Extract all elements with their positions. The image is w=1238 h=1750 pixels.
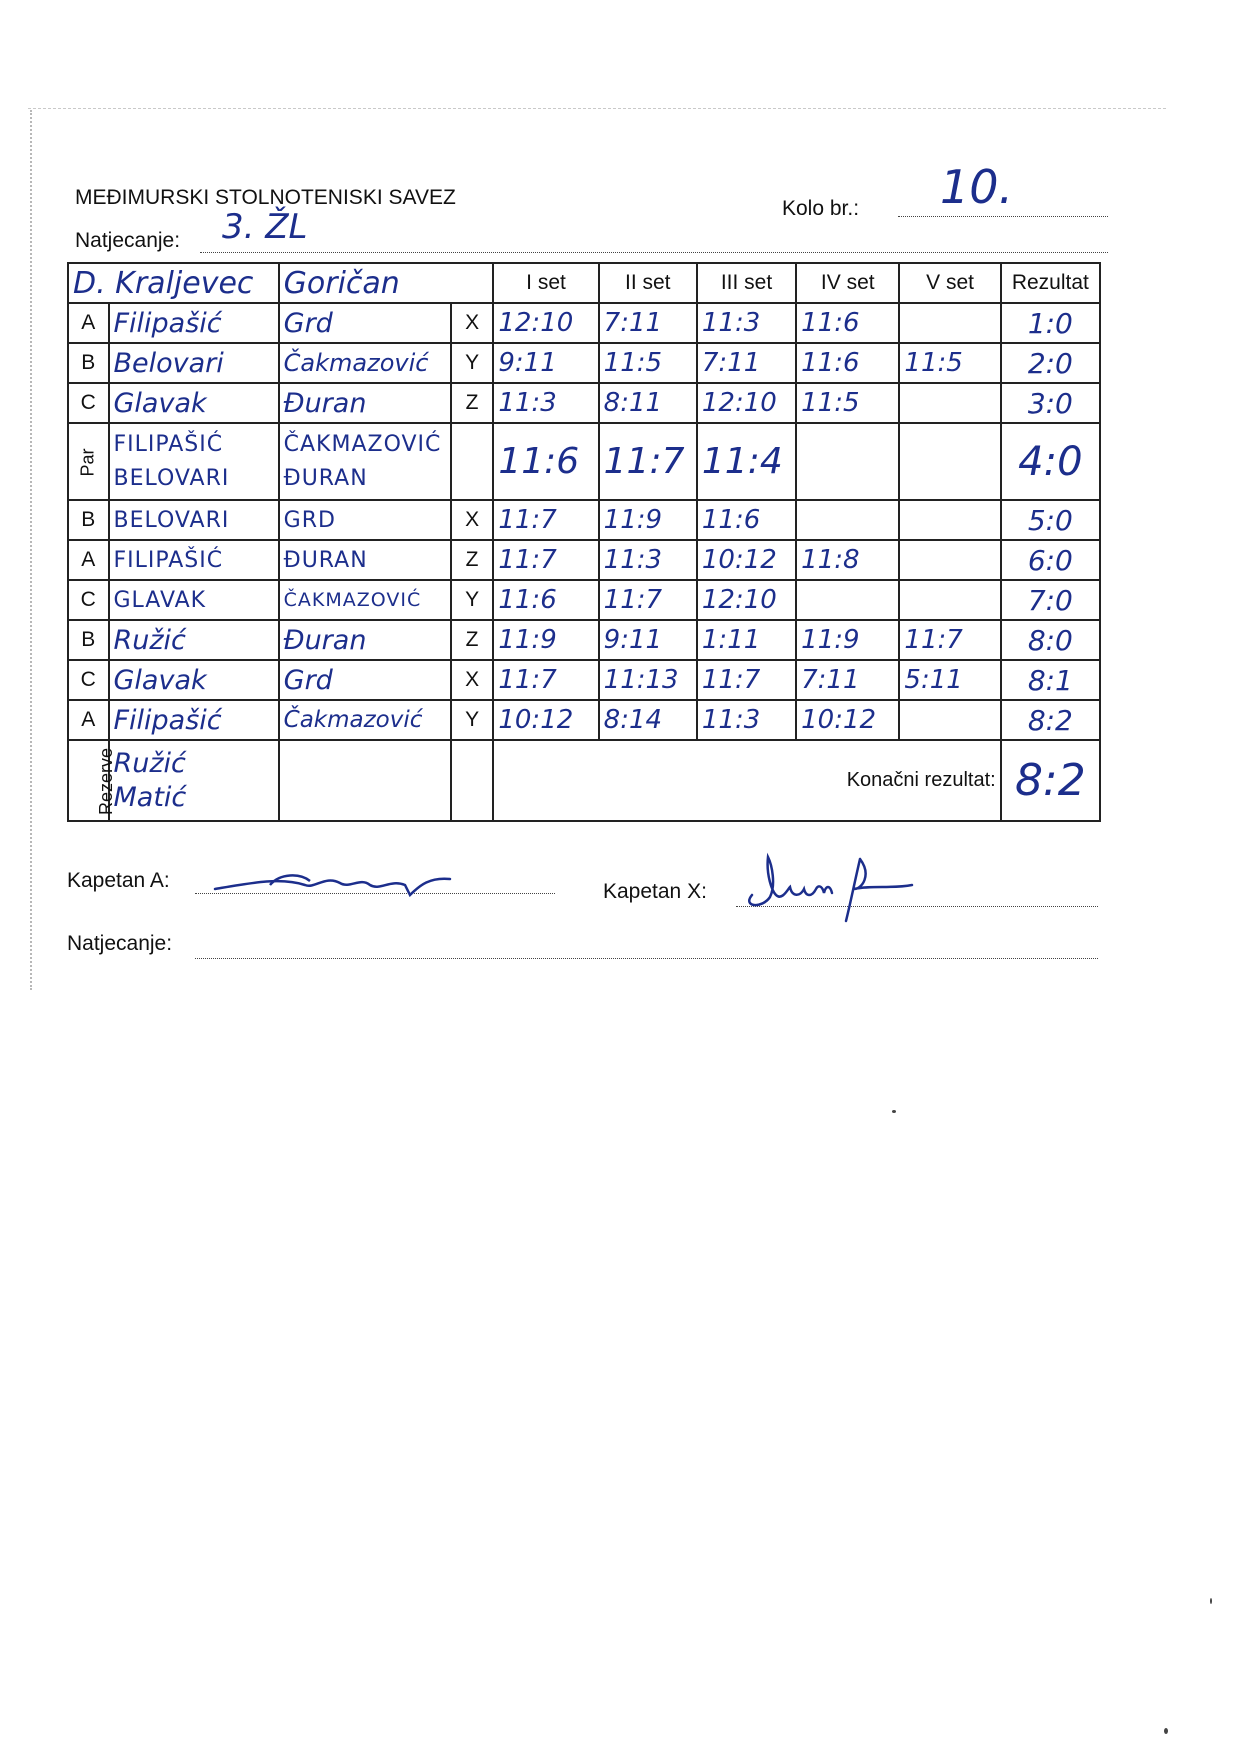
scan-speck xyxy=(892,1110,896,1113)
set-header-5: V set xyxy=(899,263,1000,303)
table-row xyxy=(68,660,1100,700)
away-player: Čakmazović xyxy=(279,343,451,383)
set-score-3: 1:11 xyxy=(697,620,796,660)
reserves-away-cell xyxy=(279,740,451,821)
table-row xyxy=(68,620,1100,660)
set-score-2: 11:3 xyxy=(599,540,697,580)
set-score-4: 10:12 xyxy=(796,700,899,740)
captain-x-signature xyxy=(742,845,932,925)
set-score-3: 11:3 xyxy=(697,303,796,343)
table-row xyxy=(68,343,1100,383)
table-row xyxy=(68,303,1100,343)
scan-speck xyxy=(1210,1598,1212,1604)
set-score-5 xyxy=(899,580,1000,620)
round-line xyxy=(898,216,1108,217)
set-score-5 xyxy=(899,700,1000,740)
reserve-player-2: Matić xyxy=(113,781,187,813)
set-score-4: 11:6 xyxy=(796,343,899,383)
home-pair-player-1: FILIPAŠIĆ xyxy=(113,431,224,457)
away-player: ČAKMAZOVIĆ xyxy=(279,580,451,620)
set-score-5 xyxy=(899,423,1000,500)
set-header-1: I set xyxy=(493,263,598,303)
set-score-1: 11:9 xyxy=(493,620,598,660)
set-score-1: 9:11 xyxy=(493,343,598,383)
federation-title: MEĐIMURSKI STOLNOTENISKI SAVEZ xyxy=(75,186,456,209)
reserves-label: Rezerve xyxy=(96,747,117,815)
opponent-letter: Z xyxy=(451,620,494,660)
home-player: Filipašić xyxy=(109,303,279,343)
home-player: Filipašić xyxy=(109,700,279,740)
competition-value: 3. ŽL xyxy=(222,207,308,247)
running-result: 6:0 xyxy=(1001,540,1100,580)
set-score-2: 7:11 xyxy=(599,303,697,343)
set-score-4: 7:11 xyxy=(796,660,899,700)
set-score-1: 11:6 xyxy=(493,580,598,620)
set-score-1: 11:7 xyxy=(493,500,598,540)
set-header-2: II set xyxy=(599,263,697,303)
pair-label-cell xyxy=(68,423,109,500)
set-score-4 xyxy=(796,500,899,540)
set-score-3: 11:3 xyxy=(697,700,796,740)
captain-x-label: Kapetan X: xyxy=(603,880,707,903)
reserves-label-cell xyxy=(68,740,117,821)
position-letter: B xyxy=(68,343,109,383)
round-value: 10. xyxy=(940,160,1014,214)
set-score-2: 11:9 xyxy=(599,500,697,540)
opponent-letter: X xyxy=(451,303,494,343)
round-label: Kolo br.: xyxy=(782,197,860,220)
set-score-1: 11:7 xyxy=(493,660,598,700)
table-row xyxy=(68,540,1100,580)
set-score-2: 11:7 xyxy=(599,423,697,500)
set-score-2: 8:11 xyxy=(599,383,697,423)
set-score-4: 11:8 xyxy=(796,540,899,580)
running-result: 1:0 xyxy=(1001,303,1100,343)
pair-label: Par xyxy=(77,447,98,477)
opponent-letter: Y xyxy=(451,343,494,383)
away-player: Grd xyxy=(279,303,451,343)
away-player: Čakmazović xyxy=(279,700,451,740)
set-score-2: 11:13 xyxy=(599,660,697,700)
home-player: Belovari xyxy=(109,343,279,383)
set-score-4 xyxy=(796,580,899,620)
running-result: 8:1 xyxy=(1001,660,1100,700)
home-player: Glavak xyxy=(109,383,279,423)
opponent-letter: Z xyxy=(451,540,494,580)
reserves-letter-cell xyxy=(451,740,494,821)
set-score-3: 11:7 xyxy=(697,660,796,700)
doubles-row xyxy=(68,423,1100,500)
position-letter: A xyxy=(68,700,109,740)
away-player: GRD xyxy=(279,500,451,540)
home-player: Glavak xyxy=(109,660,279,700)
running-result: 5:0 xyxy=(1001,500,1100,540)
set-score-1: 11:6 xyxy=(493,423,598,500)
set-score-4: 11:9 xyxy=(796,620,899,660)
final-result-label: Konačni rezultat: xyxy=(493,740,1000,821)
running-result: 8:0 xyxy=(1001,620,1100,660)
reserve-player-1: Ružić xyxy=(113,747,186,779)
competition-footer-line xyxy=(195,958,1098,959)
opponent-letter: X xyxy=(451,660,494,700)
opponent-letter: X xyxy=(451,500,494,540)
table-row xyxy=(68,700,1100,740)
perforated-edge xyxy=(30,110,40,990)
scan-speck xyxy=(1164,1728,1168,1734)
result-header: Rezultat xyxy=(1001,263,1100,303)
position-letter: A xyxy=(68,303,109,343)
opponent-letter: Y xyxy=(451,700,494,740)
home-player: GLAVAK xyxy=(109,580,279,620)
competition-footer-label: Natjecanje: xyxy=(67,932,173,955)
final-result-value: 8:2 xyxy=(1001,740,1100,821)
position-letter: B xyxy=(68,500,109,540)
home-pair-player-2: BELOVARI xyxy=(113,465,230,491)
set-score-3: 10:12 xyxy=(697,540,796,580)
set-score-2: 11:7 xyxy=(599,580,697,620)
set-score-2: 9:11 xyxy=(599,620,697,660)
set-score-2: 8:14 xyxy=(599,700,697,740)
set-score-3: 12:10 xyxy=(697,383,796,423)
running-result: 4:0 xyxy=(1001,423,1100,500)
table-header-row xyxy=(68,263,1100,303)
away-player: ĐURAN xyxy=(279,540,451,580)
table-row xyxy=(68,500,1100,540)
reserves-row xyxy=(68,740,1100,821)
set-score-5 xyxy=(899,303,1000,343)
table-row xyxy=(68,383,1100,423)
set-score-4 xyxy=(796,423,899,500)
position-letter: A xyxy=(68,540,109,580)
match-table xyxy=(67,262,1101,822)
set-score-3: 7:11 xyxy=(697,343,796,383)
set-score-3: 12:10 xyxy=(697,580,796,620)
away-team: Goričan xyxy=(279,263,494,303)
position-letter: C xyxy=(68,383,109,423)
position-letter: C xyxy=(68,660,109,700)
set-score-3: 11:4 xyxy=(697,423,796,500)
away-pair-player-2: ĐURAN xyxy=(283,465,368,491)
set-score-2: 11:5 xyxy=(599,343,697,383)
running-result: 2:0 xyxy=(1001,343,1100,383)
running-result: 3:0 xyxy=(1001,383,1100,423)
set-score-5: 5:11 xyxy=(899,660,1000,700)
opponent-letter: Z xyxy=(451,383,494,423)
table-row xyxy=(68,580,1100,620)
home-player: BELOVARI xyxy=(109,500,279,540)
away-player: Đuran xyxy=(279,620,451,660)
position-letter: B xyxy=(68,620,109,660)
set-score-5: 11:5 xyxy=(899,343,1000,383)
set-score-3: 11:6 xyxy=(697,500,796,540)
set-score-5 xyxy=(899,500,1000,540)
away-player: Đuran xyxy=(279,383,451,423)
set-header-3: III set xyxy=(697,263,796,303)
reserves-players xyxy=(109,740,279,821)
running-result: 8:2 xyxy=(1001,700,1100,740)
away-player: Grd xyxy=(279,660,451,700)
running-result: 7:0 xyxy=(1001,580,1100,620)
home-pair xyxy=(109,423,279,500)
set-score-1: 10:12 xyxy=(493,700,598,740)
away-pair-player-1: ČAKMAZOVIĆ xyxy=(283,431,442,457)
home-player: Ružić xyxy=(109,620,279,660)
set-score-4: 11:6 xyxy=(796,303,899,343)
captain-a-signature xyxy=(210,855,460,905)
set-score-1: 11:7 xyxy=(493,540,598,580)
set-score-5 xyxy=(899,540,1000,580)
set-score-1: 11:3 xyxy=(493,383,598,423)
competition-line xyxy=(200,252,1108,253)
home-player: FILIPAŠIĆ xyxy=(109,540,279,580)
set-score-4: 11:5 xyxy=(796,383,899,423)
home-team: D. Kraljevec xyxy=(68,263,279,303)
captain-a-label: Kapetan A: xyxy=(67,869,170,892)
pair-letter-cell xyxy=(451,423,494,500)
away-pair xyxy=(279,423,451,500)
competition-label: Natjecanje: xyxy=(75,229,181,252)
set-header-4: IV set xyxy=(796,263,899,303)
opponent-letter: Y xyxy=(451,580,494,620)
set-score-5 xyxy=(899,383,1000,423)
position-letter: C xyxy=(68,580,109,620)
set-score-5: 11:7 xyxy=(899,620,1000,660)
set-score-1: 12:10 xyxy=(493,303,598,343)
